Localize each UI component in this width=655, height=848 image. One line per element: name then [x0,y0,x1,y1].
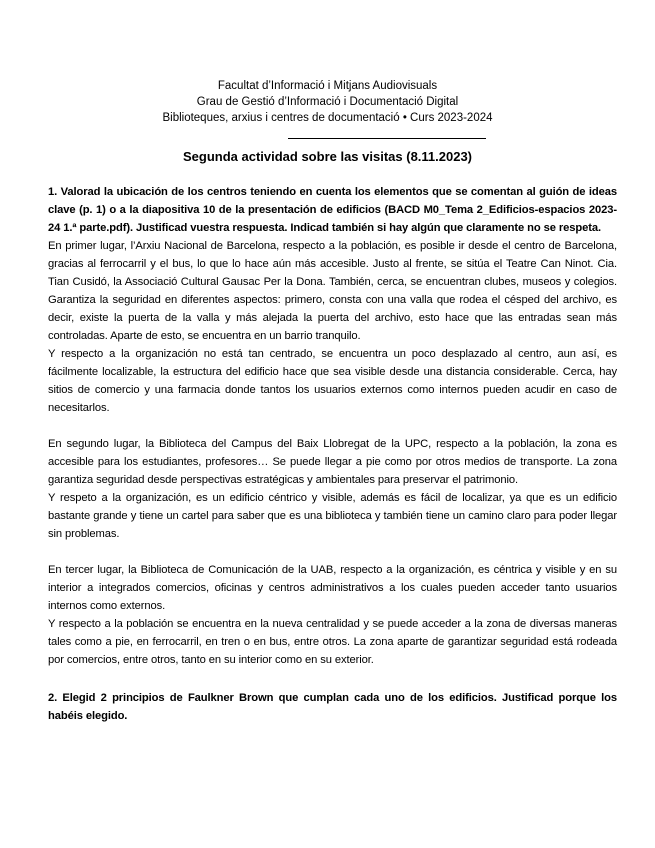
document-header [0,78,655,126]
document-body [48,183,617,725]
question-2: 2. Elegid 2 principios de Faulkner Brown que cumplan cada uno de los edificios. Justificad porque los habéis elegido. [48,692,617,722]
course-name: Biblioteques, arxius i centres de documentació • Curs 2023-2024 [162,112,493,124]
paragraph-uab-organization: En tercer lugar, la Biblioteca de Comunicación de la UAB, respecto a la organización, es céntrica y visible y en su interior a integrados comercios, oficinas y centros administrativos a los cuales pueden acceder tanto usuarios internos como externos. [48,564,617,612]
header-divider [288,138,486,139]
spacer [48,669,617,689]
document-title: Segunda actividad sobre las visitas (8.11.2023) [182,149,473,164]
paragraph-upc-population: En segundo lugar, la Biblioteca del Campus del Baix Llobregat de la UPC, respecto a la población, la zona es accesible para los estudiantes, profesores… Se puede llegar a pie como por otros medios de transporte. La zona garantiza seguridad desde perspectivas estratégicas y ambientales para preservar el patrimonio. [48,438,617,486]
paragraph-arxiu-organization: Y respecto a la organización no está tan centrado, se encuentra un poco desplazado al centro, aun así, es fácilmente localizable, la estructura del edificio hace que sea visible desde una distancia considerable. Cerca, hay sitios de comercio y una farmacia donde tantos los usuarios externos como internos pueden acudir en caso de necesitarlos. [48,348,617,414]
question-1: 1. Valorad la ubicación de los centros teniendo en cuenta los elementos que se comentan al guión de ideas clave (p. 1) o a la diapositiva 10 de la presentación de edificios (BACD M0_Tema 2_Edificios-espacios 2023-24 1.ª parte.pdf). Justificad vuestra respuesta. Indicad también si hay algún que claramente no se respeta. [48,186,617,234]
degree-name: Grau de Gestió d’Informació i Documentació Digital [196,96,459,108]
spacer [48,417,617,435]
paragraph-upc-organization: Y respeto a la organización, es un edificio céntrico y visible, además es fácil de localizar, ya que es un edificio bastante grande y tiene un cartel para saber que es una biblioteca y también tiene un camino claro para poder llegar sin problemas. [48,492,617,540]
paragraph-uab-population: Y respecto a la población se encuentra en la nueva centralidad y se puede acceder a la zona de diversas maneras tales como a pie, en ferrocarril, en tren o en bus, entre otros. La zona aparte de garantizar seguridad está rodeada por comercios, entre otros, tanto en su interior como en su exterior. [48,618,617,666]
faculty-name: Facultat d’Informació i Mitjans Audiovisuals [217,80,438,92]
paragraph-arxiu-population: En primer lugar, l’Arxiu Nacional de Barcelona, respecto a la población, es posible ir desde el centro de Barcelona, gracias al ferrocarril y el bus, lo que lo hace aún más accesible. Justo al frente, se sitúa el Teatre Can Ninot. Cia. Tian Cusidó, la Associació Cultural Gausac Per la Dona. También, cerca, se encuentran clubes, museos y colegios. Garantiza la seguridad en diferentes aspectos: primero, consta con una valla que rodea el césped del archivo, es decir, existe la puerta de la valla y más alejada la puerta del archivo, esto hace que las entradas sean más controladas. Aparte de esto, se encuentra en un barrio tranquilo. [48,240,617,342]
spacer [48,543,617,561]
